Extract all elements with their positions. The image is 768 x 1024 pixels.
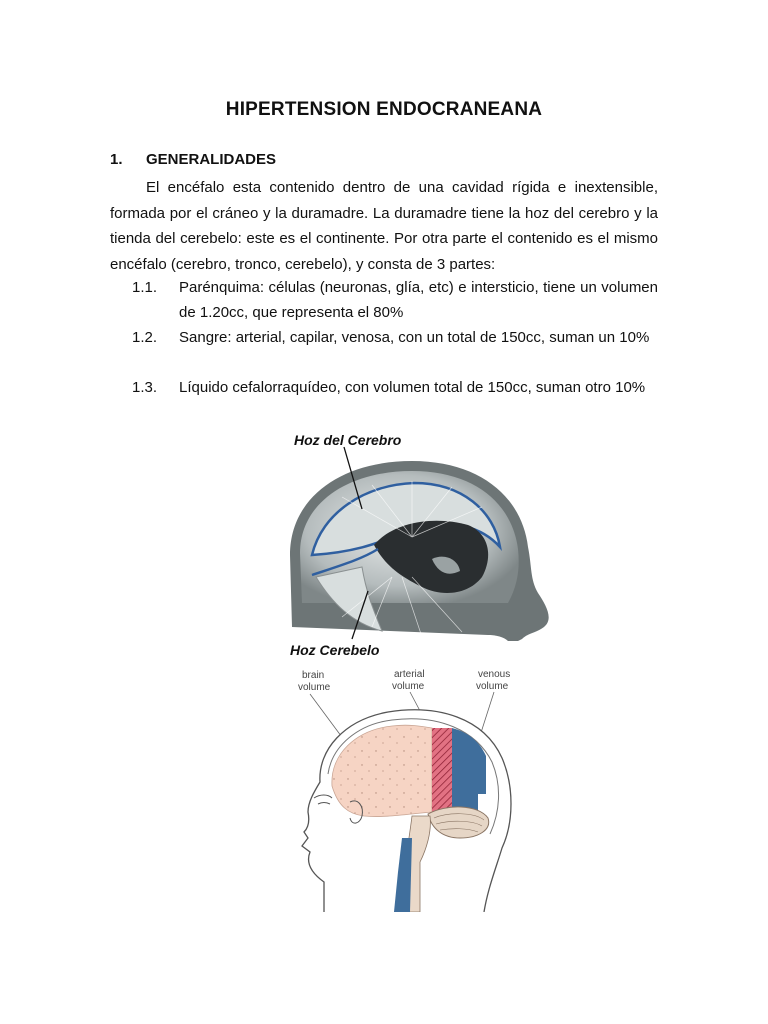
label-hoz-cerebelo: Hoz Cerebelo [290,642,380,658]
label-hoz-cerebro: Hoz del Cerebro [294,432,402,448]
label-arterial: arterial [394,669,425,680]
label-venous: venous [478,669,511,680]
list-item-text: Parénquima: células (neuronas, glía, etc) e intersticio, tiene un volumen de 1.20cc, que representa el 80% [179,279,658,321]
list-item-number: 1.2. [132,329,158,346]
list-item [132,325,658,350]
label-venous-volume: volume [476,681,509,692]
intracranial-volume-figure [288,662,520,912]
list-item [132,375,658,400]
label-brain-volume: volume [298,682,331,693]
list-item [132,275,658,325]
dura-mater-figure [282,427,554,659]
arterial-volume-area [432,728,452,812]
document-title: HIPERTENSION ENDOCRANEANA [225,99,543,120]
list-item-number: 1.3. [132,379,158,396]
list-item-number: 1.1. [132,279,158,296]
list-item-text: Líquido cefalorraquídeo, con volumen total de 150cc, suman otro 10% [179,379,646,396]
label-brain: brain [302,670,325,681]
intro-paragraph: El encéfalo esta contenido dentro de una cavidad rígida e inextensible, formada por el cráneo y la duramadre. La duramadre tiene la hoz del cerebro y la tienda del cerebelo: este es el continente. Por otra parte el contenido es el mismo encéfalo (cerebro, tronco, cerebelo), y consta de 3 partes: [110,179,658,273]
section-number: 1. [110,151,123,168]
label-arterial-volume: volume [392,681,425,692]
list-item-text: Sangre: arterial, capilar, venosa, con un total de 150cc, suman un 10% [179,329,650,346]
section-title: GENERALIDADES [146,151,277,168]
